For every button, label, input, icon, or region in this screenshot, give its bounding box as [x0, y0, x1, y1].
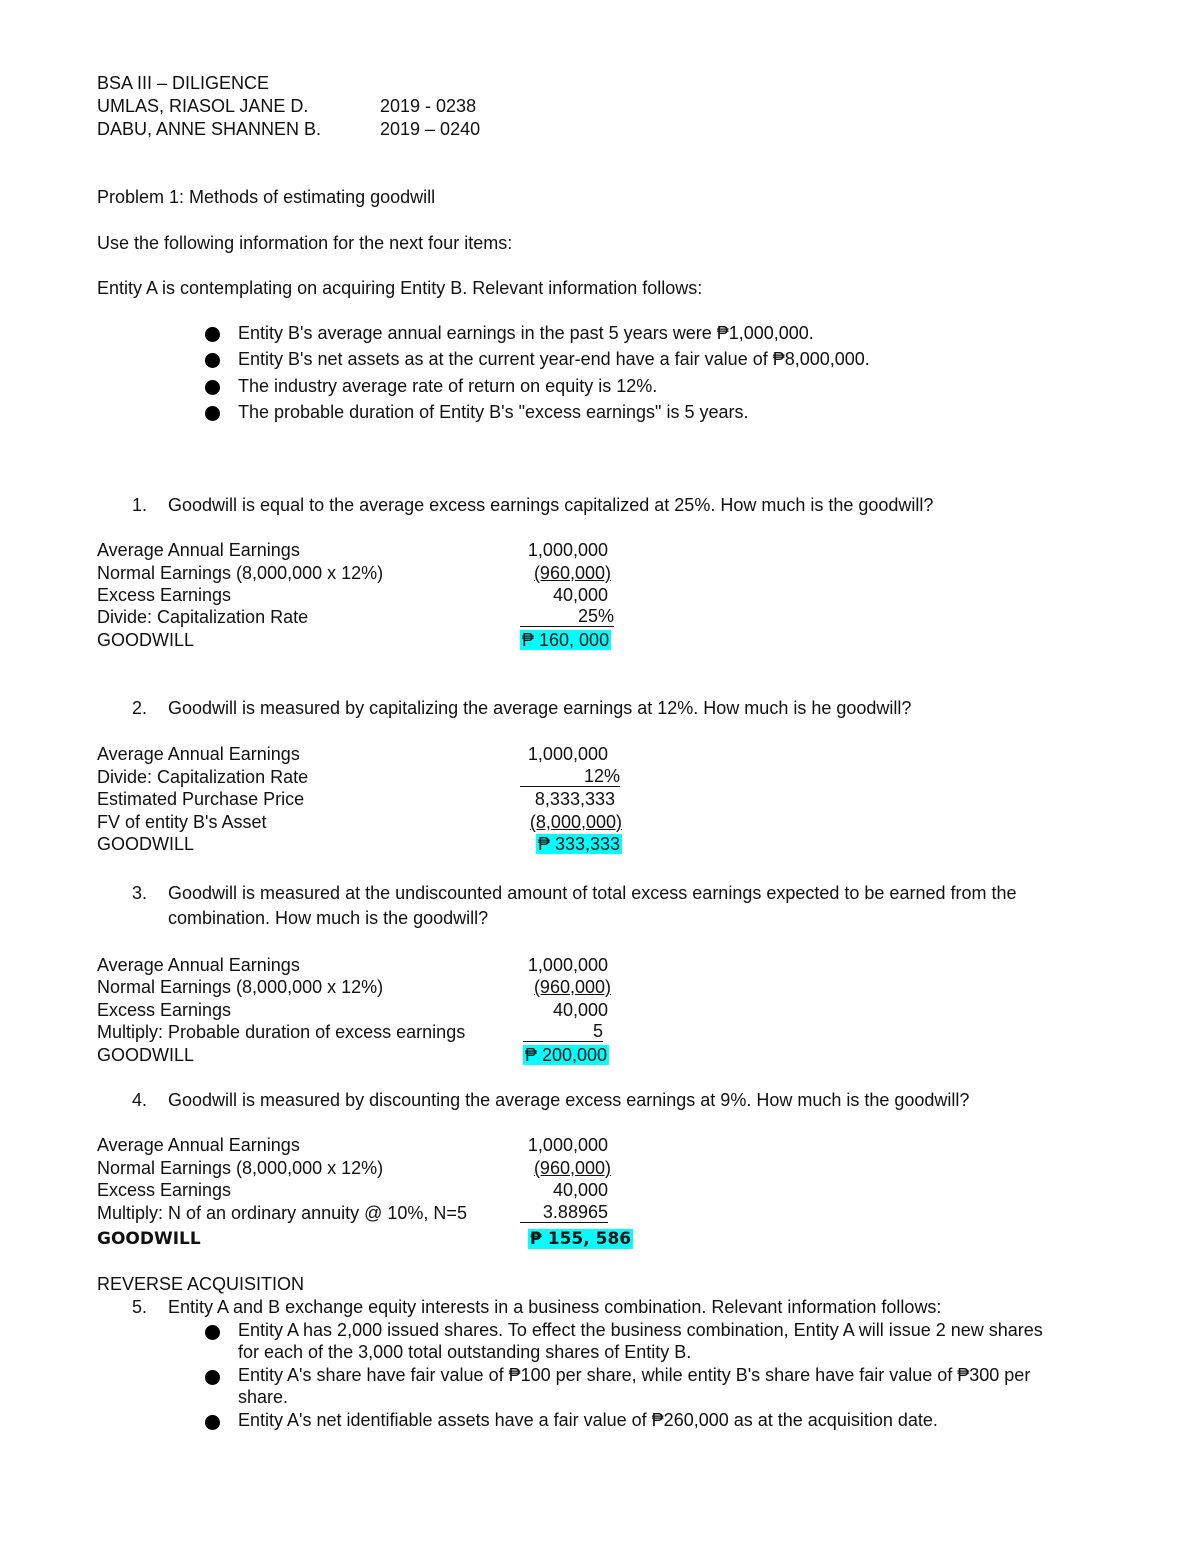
goodwill-label: GOODWILL	[97, 1229, 201, 1249]
bullet-item: Entity A's net identifiable assets have a fair value of ₱260,000 as at the acquisition date.	[238, 1410, 938, 1430]
bullet-item: Entity A has 2,000 issued shares. To effect the business combination, Entity A will issue 2 new shares	[238, 1320, 1043, 1340]
bullet-icon	[205, 1325, 220, 1340]
row-amount: 25%	[520, 606, 614, 627]
row-label: Normal Earnings (8,000,000 x 12%)	[97, 563, 384, 583]
row-amount: 3.88965	[520, 1202, 608, 1223]
row-amount: 8,333,333	[534, 789, 615, 809]
row-amount: (960,000)	[533, 1158, 611, 1178]
bullet-item: The industry average rate of return on equity is 12%.	[238, 376, 658, 396]
row-amount: (8,000,000)	[529, 812, 622, 832]
row-label: Estimated Purchase Price	[97, 789, 305, 809]
bullet-icon	[205, 1370, 220, 1385]
bullet-item-continued: share.	[238, 1387, 289, 1407]
problem-title: Problem 1: Methods of estimating goodwill	[97, 187, 436, 207]
section-heading: BSA III – DILIGENCE	[97, 73, 270, 93]
goodwill-amount	[520, 629, 611, 651]
bullet-item: Entity B's net assets as at the current year-end have a fair value of ₱8,000,000.	[238, 349, 870, 369]
row-label: Excess Earnings	[97, 1180, 232, 1200]
question-text: Goodwill is measured by capitalizing the average earnings at 12%. How much is he goodwill?	[168, 698, 912, 718]
row-label: Excess Earnings	[97, 585, 232, 605]
goodwill-label: GOODWILL	[97, 1045, 195, 1065]
row-label: Excess Earnings	[97, 1000, 232, 1020]
goodwill-amount	[536, 833, 622, 855]
row-label: Multiply: N of an ordinary annuity @ 10%, N=5	[97, 1203, 467, 1223]
row-amount: 1,000,000	[527, 955, 608, 975]
row-label: Divide: Capitalization Rate	[97, 767, 309, 787]
row-amount: 12%	[520, 766, 620, 787]
problem-context: Entity A is contemplating on acquiring Entity B. Relevant information follows:	[97, 278, 703, 298]
row-amount: 40,000	[552, 1180, 608, 1200]
row-label: Divide: Capitalization Rate	[97, 607, 309, 627]
question-text: combination. How much is the goodwill?	[168, 908, 489, 928]
row-amount: 1,000,000	[527, 1135, 608, 1155]
row-amount: 1,000,000	[527, 744, 608, 764]
goodwill-label: GOODWILL	[97, 834, 195, 854]
bullet-icon	[205, 1415, 220, 1430]
bullet-icon	[205, 380, 220, 395]
student-id: 2019 – 0240	[380, 119, 481, 139]
row-amount: (960,000)	[533, 563, 611, 583]
goodwill-highlight: ₱ 333,333	[538, 834, 621, 854]
bullet-item: Entity B's average annual earnings in the past 5 years were ₱1,000,000.	[238, 323, 814, 343]
goodwill-amount	[523, 1044, 609, 1066]
question-number: 5.	[132, 1297, 148, 1317]
bullet-item-continued: for each of the 3,000 total outstanding shares of Entity B.	[238, 1342, 692, 1362]
row-label: Normal Earnings (8,000,000 x 12%)	[97, 977, 384, 997]
student-name: DABU, ANNE SHANNEN B.	[97, 119, 322, 139]
question-number: 1.	[132, 495, 148, 515]
question-text: Entity A and B exchange equity interests in a business combination. Relevant information follows:	[168, 1297, 942, 1317]
row-amount: 5	[523, 1021, 603, 1042]
goodwill-highlight: ₱ 160, 000	[522, 630, 610, 650]
goodwill-highlight: ₱ 155, 586	[530, 1229, 632, 1249]
bullet-icon	[205, 327, 220, 342]
goodwill-highlight: ₱ 200,000	[525, 1045, 608, 1065]
question-text: Goodwill is measured by discounting the average excess earnings at 9%. How much is the goodwill?	[168, 1090, 970, 1110]
question-number: 4.	[132, 1090, 148, 1110]
row-label: Multiply: Probable duration of excess earnings	[97, 1022, 466, 1042]
section-title: REVERSE ACQUISITION	[97, 1274, 305, 1294]
row-label: Average Annual Earnings	[97, 955, 300, 975]
question-number: 2.	[132, 698, 148, 718]
student-name: UMLAS, RIASOL JANE D.	[97, 96, 309, 116]
row-label: Average Annual Earnings	[97, 1135, 300, 1155]
row-label: Normal Earnings (8,000,000 x 12%)	[97, 1158, 384, 1178]
bullet-item: Entity A's share have fair value of ₱100 per share, while entity B's share have fair value of ₱300 per	[238, 1365, 1031, 1385]
problem-intro: Use the following information for the next four items:	[97, 233, 513, 253]
bullet-icon	[205, 353, 220, 368]
bullet-icon	[205, 406, 220, 421]
goodwill-amount	[528, 1228, 633, 1250]
question-text: Goodwill is equal to the average excess earnings capitalized at 25%. How much is the goodwill?	[168, 495, 934, 515]
row-amount: 40,000	[552, 1000, 608, 1020]
row-amount: 1,000,000	[527, 540, 608, 560]
question-text: Goodwill is measured at the undiscounted amount of total excess earnings expected to be earned from the	[168, 883, 1017, 903]
row-amount: 40,000	[552, 585, 608, 605]
question-number: 3.	[132, 883, 148, 903]
row-label: Average Annual Earnings	[97, 540, 300, 560]
bullet-item: The probable duration of Entity B's "excess earnings" is 5 years.	[238, 402, 749, 422]
row-label: Average Annual Earnings	[97, 744, 300, 764]
goodwill-label: GOODWILL	[97, 630, 195, 650]
row-label: FV of entity B's Asset	[97, 812, 267, 832]
student-id: 2019 - 0238	[380, 96, 477, 116]
row-amount: (960,000)	[533, 977, 611, 997]
